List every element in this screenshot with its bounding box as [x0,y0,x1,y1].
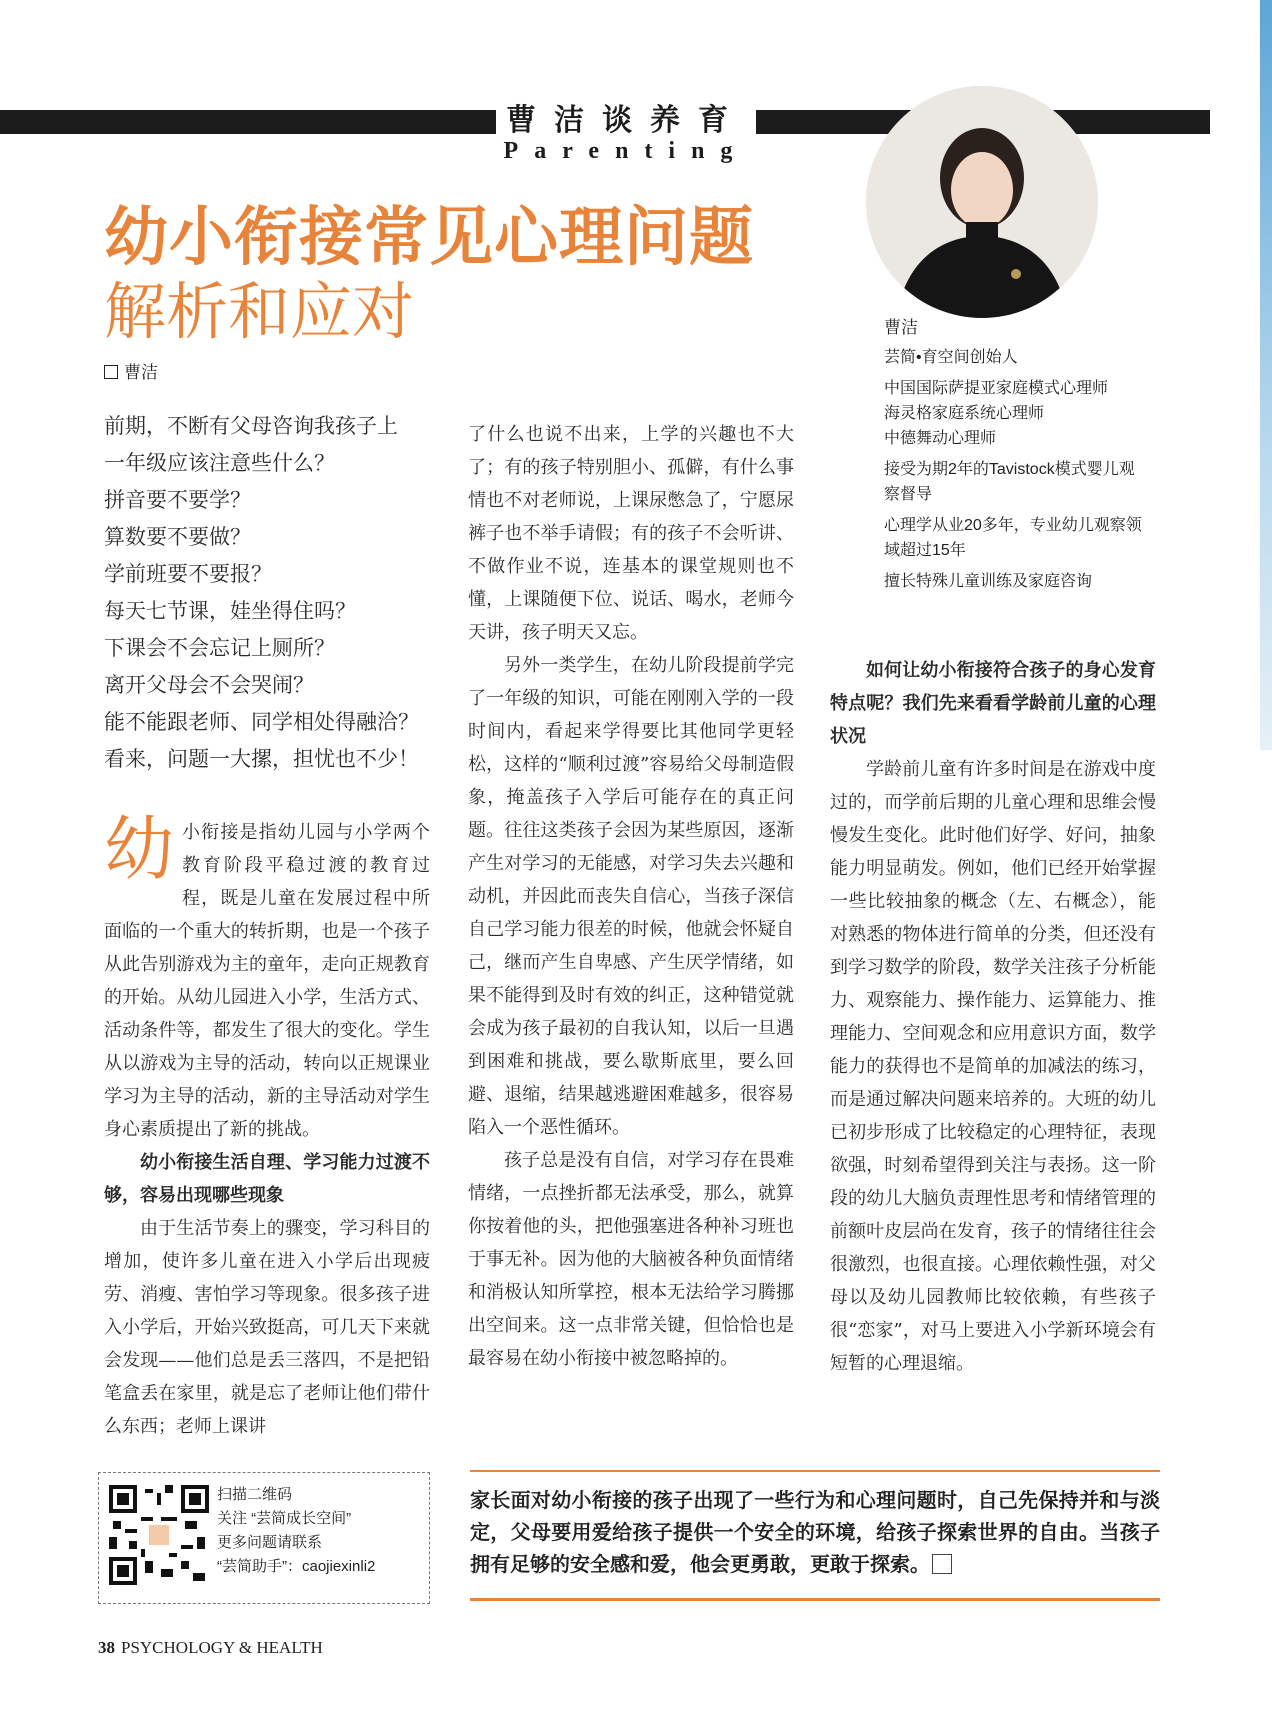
column-3 [830,654,1156,1380]
body-paragraph: 由于生活节奏上的骤变，学习科目的增加，使许多儿童在进入小学后出现疲劳、消瘦、害怕学习等现象。很多孩子进入小学后，开始兴致挺高，可几天下来就会发现——他们总是丢三落四，不是把铅笔盒丢在家里，就是忘了老师让他们带什么东西；老师上课讲 [104,1218,430,1437]
page-footer [98,1638,323,1658]
dropcap: 幼 [104,808,174,890]
qr-line: 关注 “芸简成长空间” [217,1510,352,1527]
quote-bottom-rule [470,1598,1160,1601]
pull-quote [470,1484,1160,1580]
quote-top-rule [470,1470,1160,1472]
body-paragraph: 学龄前儿童有许多时间是在游戏中度过的，而学前后期的儿童心理和思维会慢慢发生变化。此时他们好学、好问，抽象能力明显萌发。例如，他们已经开始掌握一些比较抽象的概念（左、右概念），能对熟悉的物体进行简单的分类，但还没有到学习数学的阶段，数学关注孩子分析能力、观察能力、操作能力、运算能力、推理能力、空间观念和应用意识方面，数学能力的获得也不是简单的加减法的练习，而是通过解决问题来培养的。大班的幼儿已初步形成了比较稳定的心理特征，表现欲强，时刻希望得到关注与表扬。这一阶段的幼儿大脑负责理性思考和情绪管理的前额叶皮层尚在发育，孩子的情绪往往会很激烈，也很直接。心理依赖性强，对父母以及幼儿园教师比较依赖，有些孩子很“恋家”，对马上要进入小学新环境会有短暂的心理退缩。 [830,759,1156,1374]
question-line: 下课会不会忘记上厕所？ [104,636,335,660]
qr-code[interactable] [109,1485,209,1585]
qr-line: 更多问题请联系 [217,1534,323,1551]
side-photo-strip [1260,0,1272,750]
column-header [496,98,756,164]
bio-name: 曹洁 [884,318,918,338]
bio-line: 擅长特殊儿童训练及家庭咨询 [884,573,1093,590]
author-portrait [866,86,1098,318]
question-line: 离开父母会不会哭闹？ [104,673,314,697]
bio-line: 心理学从业20多年，专业幼儿观察领域超过15年 [884,517,1142,559]
intro-paragraph [104,808,430,1146]
section-heading: 如何让幼小衔接符合孩子的身心发育特点呢？我们先来看看学龄前儿童的心理状况 [830,660,1156,746]
page-number: 38 [98,1638,115,1657]
column-title: 曹洁谈养育 [506,103,746,138]
intro-questions [104,408,436,778]
end-mark-icon [932,1554,952,1574]
qr-line: 扫描二维码 [217,1486,293,1503]
byline [104,358,158,383]
byline-box-icon [104,365,118,379]
magazine-name: PSYCHOLOGY & HEALTH [121,1638,323,1657]
body-paragraph: 孩子总是没有自信，对学习存在畏难情绪，一点挫折都无法承受，那么，就算你按着他的头，把他强塞进各种补习班也于事无补。因为他的大脑被各种负面情绪和消极认知所掌控，根本无法给学习腾挪出空间来。这一点非常关键，但恰恰也是最容易在幼小衔接中被忽略掉的。 [468,1150,794,1369]
author-bio [884,316,1144,600]
question-line: 拼音要不要学？ [104,488,251,512]
column-subtitle: Parenting [503,138,749,164]
byline-name: 曹洁 [124,363,158,382]
bio-line: 中德舞动心理师 [884,430,997,447]
question-line: 一年级应该注意些什么？ [104,451,335,475]
qr-instructions [217,1483,375,1579]
question-line: 能不能跟老师、同学相处得融洽？ [104,710,419,734]
column-1 [104,808,430,1443]
body-paragraph: 另外一类学生，在幼儿阶段提前学完了一年级的知识，可能在刚刚入学的一段时间内，看起来学得要比其他同学更轻松，这样的“顺利过渡”容易给父母制造假象，掩盖孩子入学后可能存在的真正问题。往往这类孩子会因为某些原因，逐渐产生对学习的无能感，对学习失去兴趣和动机，并因此而丧失自信心，当孩子深信自己学习能力很差的时候，他就会怀疑自己，继而产生自卑感、产生厌学情绪，如果不能得到及时有效的纠正，这种错觉就会成为孩子最初的自我认知，以后一旦遇到困难和挑战，要么歇斯底里，要么回避、退缩，结果越逃避困难越多，很容易陷入一个恶性循环。 [468,655,794,1138]
bio-line: 接受为期2年的Tavistock模式婴儿观察督导 [884,461,1135,503]
qr-line: “芸简助手”：caojiexinli2 [217,1558,376,1575]
question-line: 看来，问题一大摞，担忧也不少！ [104,747,419,771]
body-paragraph: 了什么也说不出来，上学的兴趣也不大了；有的孩子特别胆小、孤僻，有什么事情也不对老师说，上课尿憋急了，宁愿尿裤子也不举手请假；有的孩子不会听讲、不做作业不说，连基本的课堂规则也不懂，上课随便下位、说话、喝水，老师今天讲，孩子明天又忘。 [468,424,794,643]
bio-line: 芸简•育空间创始人 [884,349,1018,366]
bio-line: 海灵格家庭系统心理师 [884,405,1045,422]
intro-text: 小衔接是指幼儿园与小学两个教育阶段平稳过渡的教育过程，既是儿童在发展过程中所面临的一个重大的转折期，也是一个孩子从此告别游戏为主的童年，走向正规教育的开始。从幼儿园进入小学，生活方式、活动条件等，都发生了很大的变化。学生从以游戏为主导的活动，转向以正规课业学习为主导的活动，新的主导活动对学生身心素质提出了新的挑战。 [104,822,430,1140]
question-line: 学前班要不要报？ [104,562,272,586]
section-heading: 幼小衔接生活自理、学习能力过渡不够，容易出现哪些现象 [104,1152,430,1205]
column-2 [468,418,794,1375]
question-line: 每天七节课，娃坐得住吗？ [104,599,356,623]
article-title-line2: 解析和应对 [104,275,415,348]
question-line: 前期，不断有父母咨询我孩子上 [104,414,398,438]
pull-quote-text: 家长面对幼小衔接的孩子出现了一些行为和心理问题时，自己先保持并和与淡定，父母要用爱给孩子提供一个安全的环境，给孩子探索世界的自由。当孩子拥有足够的安全感和爱，他会更勇敢，更敢于探索。 [470,1488,1160,1576]
qr-code-box [98,1472,430,1604]
article-title-line1: 幼小衔接常见心理问题 [104,200,754,275]
bio-line: 中国国际萨提亚家庭模式心理师 [884,380,1109,397]
question-line: 算数要不要做？ [104,525,251,549]
